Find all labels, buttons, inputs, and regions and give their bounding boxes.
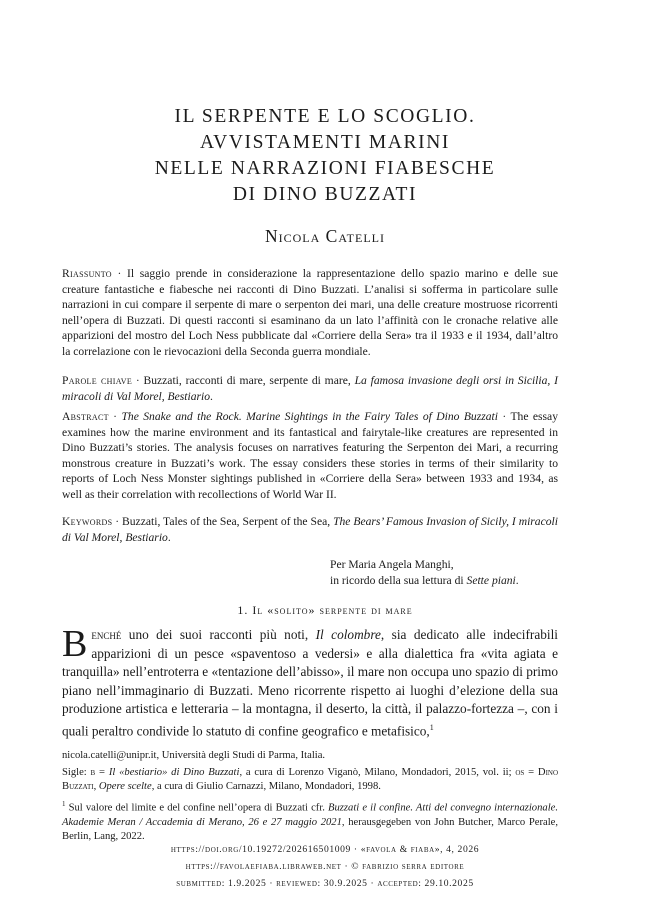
footnote-1-rest: , herausgegeben von John Butcher, Marco Perale, Berlin, Lang, 2022.: [62, 816, 558, 842]
dedication-book-title: Sette piani: [466, 573, 516, 587]
sigle-eq-2: =: [524, 767, 538, 778]
keywords-paragraph: [62, 514, 558, 545]
title-line-3: NELLE NARRAZIONI FIABESCHE: [154, 158, 496, 179]
abstract-separator-2: ·: [498, 410, 511, 423]
article-title: [60, 104, 590, 208]
sigle-b: b: [90, 767, 96, 778]
author-name: Nicola Catelli: [265, 226, 385, 246]
section-heading: 1. Il «solito» serpente di mare: [237, 603, 413, 617]
sigle-b-title: Il «bestiario» di Dino Buzzati: [108, 767, 240, 778]
abstract-title: The Snake and the Rock. Marine Sightings in the Fairy Tales of Dino Buzzati: [121, 410, 498, 423]
first-word-rest: enché: [91, 627, 122, 642]
footnote-1-number: 1: [62, 800, 66, 808]
body-text-1: uno dei suoi racconti più noti,: [121, 627, 316, 642]
footnote-1-title: Buzzati e il confine. Atti del convegno internazionale. Akademie Meran / Accademia di Merano, 26 e 27 maggio 2021: [62, 802, 558, 828]
abstract-label: Abstract: [62, 410, 109, 423]
sigle-b-rest: , a cura di Lorenzo Viganò, Milano, Mondadori, 2015, vol. ii;: [239, 767, 516, 778]
sigle-label: Sigle:: [62, 767, 91, 778]
parole-chiave-end: .: [210, 389, 213, 403]
title-line-2: AVVISTAMENTI MARINI: [199, 132, 450, 153]
keywords-label: Keywords: [62, 515, 113, 528]
sigle-os-title: Opere scelte: [98, 781, 152, 792]
abstract-separator: ·: [108, 410, 122, 423]
parole-chiave-separator: ·: [132, 374, 144, 387]
sigle-os-rest: , a cura di Giulio Carnazzi, Milano, Mondadori, 1998.: [151, 781, 381, 792]
parole-chiave-paragraph: [62, 373, 558, 404]
abstract-text: The essay examines how the marine environment and its fantastical and fairytale-like creatures are represented in Dino Buzzati’s stories. The analysis focuses on narratives featuring the Serpenton dei Mari, a recurring monstrous creature in Buzzati’s work. The essay considers these stories in terms of their similarity to reports of Loch Ness Monster sightings published in «Corriere della Sera» between 1933 and 1934, as well as their correlation with recollections of World War II.: [62, 410, 558, 501]
body-paragraph: [62, 623, 558, 740]
keywords-end: .: [167, 530, 171, 544]
riassunto-label: Riassunto: [62, 267, 112, 280]
footnote-ref[interactable]: 1: [429, 722, 434, 732]
drop-cap: B: [62, 623, 88, 665]
footnote-1-text: Sul valore del limite e del confine nell’opera di Buzzati cfr.: [65, 802, 329, 814]
keywords-titles: The Bears’ Famous Invasion of Sicily, I miracoli di Val Morel, Bestiario: [62, 515, 558, 544]
body-italic-title: Il colombre: [315, 627, 381, 642]
sigle-os-sep: ,: [93, 781, 99, 792]
body-text-2: , sia dedicato alle indecifrabili apparizioni di un pesce «spaventoso a vedersi» e alla dialettica fra «vita agiata e tranquilla» nell’entroterra e «tentazione dell’abisso», il mare non occupa uno spazio di primo piano nell’immaginario di Buzzati. Meno ricorrente rispetto ai luoghi d’elezione della sua produzione artistica e letteraria – la montagna, il deserto, la città, il palazzo-fortezza –, con i quali peraltro condivide lo statuto di confine geografico e metafisico,: [62, 627, 558, 738]
sigle-os: os: [515, 767, 525, 778]
sigle-os-author: Dino Buzzati: [62, 767, 559, 792]
dedication-line-2: [330, 573, 519, 589]
riassunto-separator: ·: [111, 267, 128, 280]
keywords-text: Buzzati, Tales of the Sea, Serpent of the Sea,: [122, 515, 334, 528]
sigle-eq-1: =: [95, 767, 109, 778]
riassunto-paragraph: [62, 266, 558, 360]
dedication-text: in ricordo della sua lettura di: [330, 573, 467, 587]
website-line[interactable]: https://favolaefiaba.libraweb.net · © fabrizio serra editore: [185, 861, 465, 872]
parole-chiave-titles: La famosa invasione degli orsi in Sicilia, I miracoli di Val Morel, Bestiario: [62, 374, 558, 403]
riassunto-text: Il saggio prende in considerazione la rappresentazione dello spazio marino e delle sue creature fantastiche e fiabesche nei racconti di Dino Buzzati. L’analisi si sofferma in particolare sulle narrazioni in cui compare il serpente di mare o serpenton dei mari, una delle creature mostruose ricorrenti nell’opera di Buzzati. Di questi racconti si esaminano da un lato l’affinità con le cronache relative alle apparizioni del mostro del Loch Ness pubblicate dal «Corriere della Sera» tra il 1933 e il 1934, dall’altro la correlazione con le rievocazioni della Seconda guerra mondiale.: [62, 267, 558, 358]
dedication: [330, 557, 519, 588]
affiliation-note: nicola.catelli@unipr.it, Università degli Studi di Parma, Italia.: [62, 750, 326, 761]
parole-chiave-label: Parole chiave: [62, 374, 133, 387]
dedication-line-1: Per Maria Angela Manghi,: [330, 558, 454, 571]
footnote-1: [62, 797, 558, 844]
submission-dates: submitted: 1.9.2025 · reviewed: 30.9.2025 · accepted: 29.10.2025: [176, 878, 474, 889]
sigle-note: [62, 766, 558, 794]
keywords-separator: ·: [112, 515, 123, 528]
doi-line[interactable]: https://doi.org/10.19272/202616501009 · «favola & fiaba», 4, 2026: [170, 844, 480, 855]
abstract-paragraph: [62, 409, 558, 503]
dedication-end: .: [515, 573, 519, 587]
title-line-4: DI DINO BUZZATI: [232, 184, 418, 205]
title-line-1: IL SERPENTE E LO SCOGLIO.: [174, 106, 476, 127]
parole-chiave-text: Buzzati, racconti di mare, serpente di mare,: [143, 374, 355, 387]
